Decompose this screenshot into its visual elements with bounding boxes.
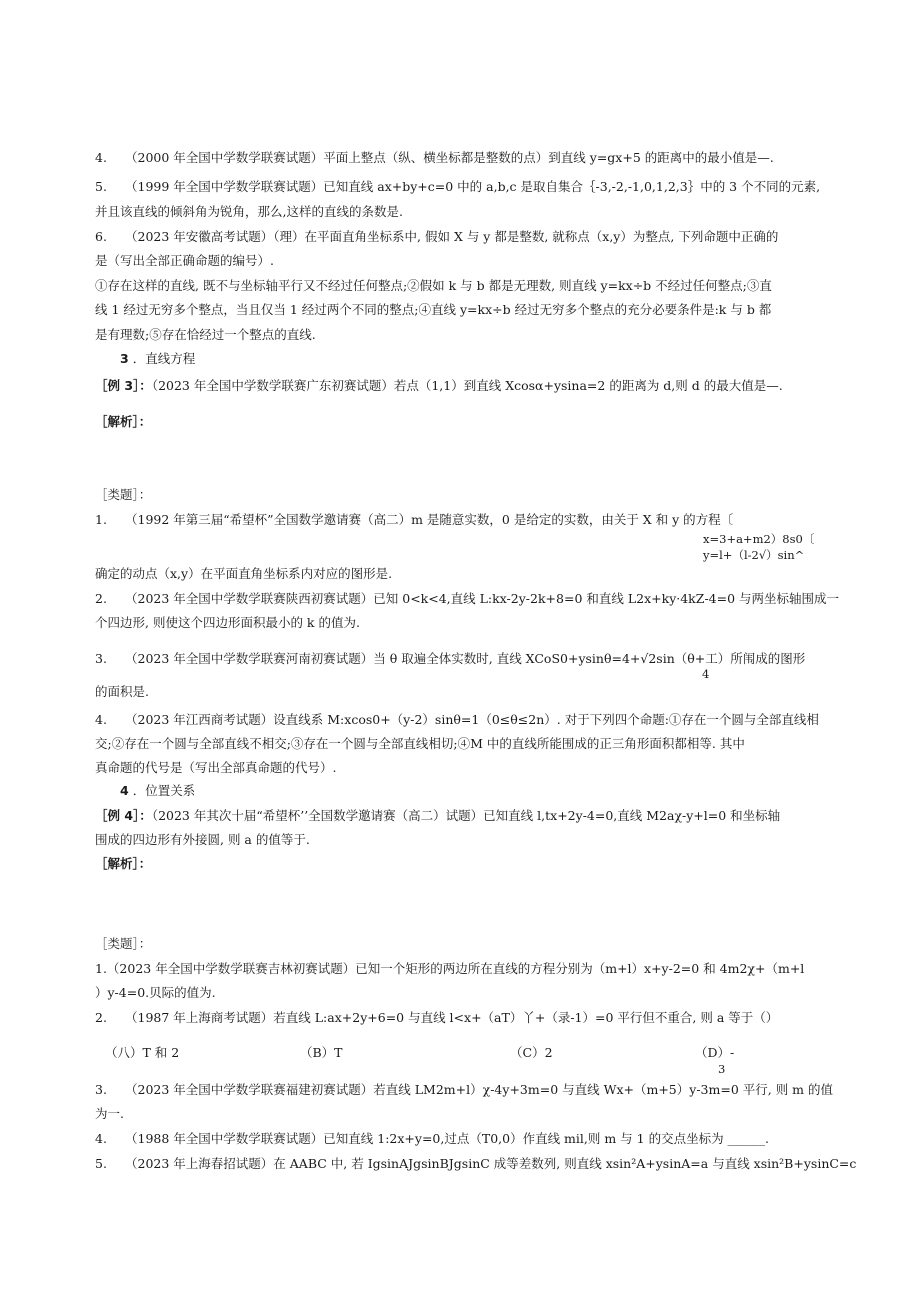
equation-line-2: y=l+（l-2√）sin^ [703, 548, 805, 562]
similar-1-q4 [95, 712, 819, 728]
similar-1-q1-tail: 确定的动点（x,y）在平面直角坐标系内对应的图形是. [95, 566, 393, 581]
similar-2-q2 [95, 1010, 778, 1026]
problem-number: 1. [95, 512, 107, 527]
problem-number: 2. [95, 591, 107, 606]
equation-line-1: x=3+a+m2）8s0〔 [703, 532, 815, 546]
similar-1-q2-line-2: 个四边形, 则使这个四边形面积最小的 k 的值为. [95, 615, 360, 630]
section-title: ．位置关系 [132, 783, 196, 798]
option-c: （C）2 [510, 1045, 553, 1060]
problem-text: （2023 年全国中学数学联赛陕西初赛试题）已知 0<k<4,直线 L:kx-2y-2k+8=0 和直线 L2x+ky·4kZ-4=0 与两坐标轴围成一 [125, 591, 840, 606]
section-number: 3 [120, 351, 129, 366]
problem-5-line-2: 并且该直线的倾斜角为锐角，那么,这样的直线的条数是. [95, 204, 403, 219]
similar-2-q1: 1.（2023 年全国中学数学联赛吉林初赛试题）已知一个矩形的两边所在直线的方程分别为（m+l）x+y-2=0 和 4m2χ+（m+l [95, 961, 805, 976]
problem-number: 5. [95, 1156, 107, 1171]
problem-6-line-2: 是（写出全部正确命题的编号）. [95, 253, 274, 268]
problem-text: （2023 年江西商考试题）设直线系 M:xcos0+（y-2）sinθ=1（0≤θ≤2n）. 对于下列四个命题:①存在一个圆与全部直线相 [125, 712, 819, 727]
similar-2-q3 [95, 1082, 833, 1098]
problem-6-line-4: 线 1 经过无穷多个整点，当且仅当 1 经过两个不同的整点;④直线 y=kx÷b 经过无穷多个整点的充分必要条件是:k 与 b 都 [95, 302, 772, 317]
problem-number: 3. [95, 651, 107, 666]
section-heading-4 [120, 783, 195, 799]
problem-6-line-5: 是有理数;⑤存在恰经过一个整点的直线. [95, 327, 316, 342]
fraction-denominator: 4 [702, 667, 710, 681]
option-d-denominator: 3 [718, 1062, 726, 1076]
section-heading-3 [120, 351, 195, 367]
problem-text: （2023 年全国中学数学联赛河南初赛试题）当 θ 取遍全体实数时, 直线 XCoS0+ysinθ=4+√2sin（θ+工）所闱成的图形 [125, 651, 806, 666]
problem-text: （2023 年全国中学数学联赛福建初赛试题）若直线 LM2m+l）χ-4y+3m=0 与直线 Wx+（m+5）y-3m=0 平行, 则 m 的值 [125, 1082, 833, 1097]
similar-1-q2 [95, 591, 839, 607]
similar-1-q4-line-3: 真命题的代号是（写出全部真命题的代号）. [95, 760, 337, 775]
similar-1-q3-line-2: 的面积是. [95, 684, 149, 699]
problem-text: （1999 年全国中学数学联赛试题）已知直线 ax+by+c=0 中的 a,b,c 是取自集合｛-3,-2,-1,0,1,2,3｝中的 3 个不同的元素, [125, 179, 821, 194]
problem-number: 4. [95, 712, 107, 727]
similar-problems-label: ［类题］： [95, 936, 152, 951]
problem-number: 4. [95, 1131, 107, 1146]
problem-number: 4. [95, 150, 107, 165]
example-label: ［例 4］： [95, 808, 152, 823]
similar-1-q1 [95, 512, 733, 528]
problem-4 [95, 150, 774, 166]
similar-1-q4-line-2: 交;②存在一个圆与全部直线不相交;③存在一个圆与全部直线相切;④M 中的直线所能围成的正三角形面积都相等. 其中 [95, 736, 745, 751]
option-a: （八）T 和 2 [105, 1045, 180, 1060]
problem-number: 3. [95, 1082, 107, 1097]
example-4 [95, 808, 780, 824]
problem-number: 6. [95, 229, 107, 244]
problem-text: （1992 年第三届“希望杯”全国数学邀请赛（高二）m 是随意实数，0 是给定的实数，由关于 X 和 y 的方程〔 [125, 512, 734, 527]
problem-text: （1988 年全国中学数学联赛试题）已知直线 1:2x+y=0,过点（T0,0）作直线 mil,则 m 与 1 的交点坐标为 ______. [125, 1131, 770, 1146]
problem-text: （2000 年全国中学数学联赛试题）平面上整点（纵、横坐标都是整数的点）到直线 y=gx+5 的距离中的最小值是—. [125, 150, 774, 165]
similar-2-q5 [95, 1156, 856, 1172]
similar-2-q3-line-2: 为一. [95, 1106, 124, 1121]
similar-2-q1-line-2: ）y-4=0.贝际的值为. [95, 985, 216, 1000]
similar-problems-label: ［类题］： [95, 487, 152, 502]
example-4-line-2: 围成的四边形有外接圆, 则 a 的值等于. [95, 832, 310, 847]
problem-5 [95, 179, 820, 195]
analysis-label: ［解析］： [95, 856, 152, 871]
option-b: （B）T [300, 1045, 343, 1060]
problem-number: 5. [95, 179, 107, 194]
problem-text: （2023 年安徽高考试题）（理）在平面直角坐标系中, 假如 X 与 y 都是整数, 就称点（x,y）为整点, 下列命题中正确的 [125, 229, 779, 244]
problem-6-line-3: ①存在这样的直线, 既不与坐标轴平行又不经过任何整点;②假如 k 与 b 都是无理数, 则直线 y=kx÷b 不经过任何整点;③直 [95, 278, 772, 293]
similar-1-q3 [95, 651, 805, 667]
similar-2-q4 [95, 1131, 769, 1147]
example-label: ［例 3］： [95, 378, 152, 393]
example-text: （2023 年其次十届“希望杯’’全国数学邀请赛（高二）试题）已知直线 l,tx+2y-4=0,直线 M2aχ-y+l=0 和坐标轴 [151, 808, 781, 823]
problem-text: （1987 年上海商考试题）若直线 L:ax+2y+6=0 与直线 l<x+（aT）丫+（录-1）=0 平行但不重合, 则 a 等于（） [125, 1010, 779, 1025]
problem-text: （2023 年上海春招试题）在 AABC 中, 若 IgsinAJgsinBJgsinC 成等差数列, 则直线 xsin²A+ysinA=a 与直线 xsin²B+ysinC=c [125, 1156, 857, 1171]
section-title: ．直线方程 [132, 351, 196, 366]
problem-6 [95, 229, 778, 245]
section-number: 4 [120, 783, 129, 798]
option-d: （D）- [695, 1045, 735, 1060]
example-3 [95, 378, 783, 394]
example-text: （2023 年全国中学数学联赛广东初赛试题）若点（1,1）到直线 Xcosα+ysina=2 的距离为 d,则 d 的最大值是—. [151, 378, 783, 393]
problem-number: 2. [95, 1010, 107, 1025]
analysis-label: ［解析］： [95, 414, 152, 429]
